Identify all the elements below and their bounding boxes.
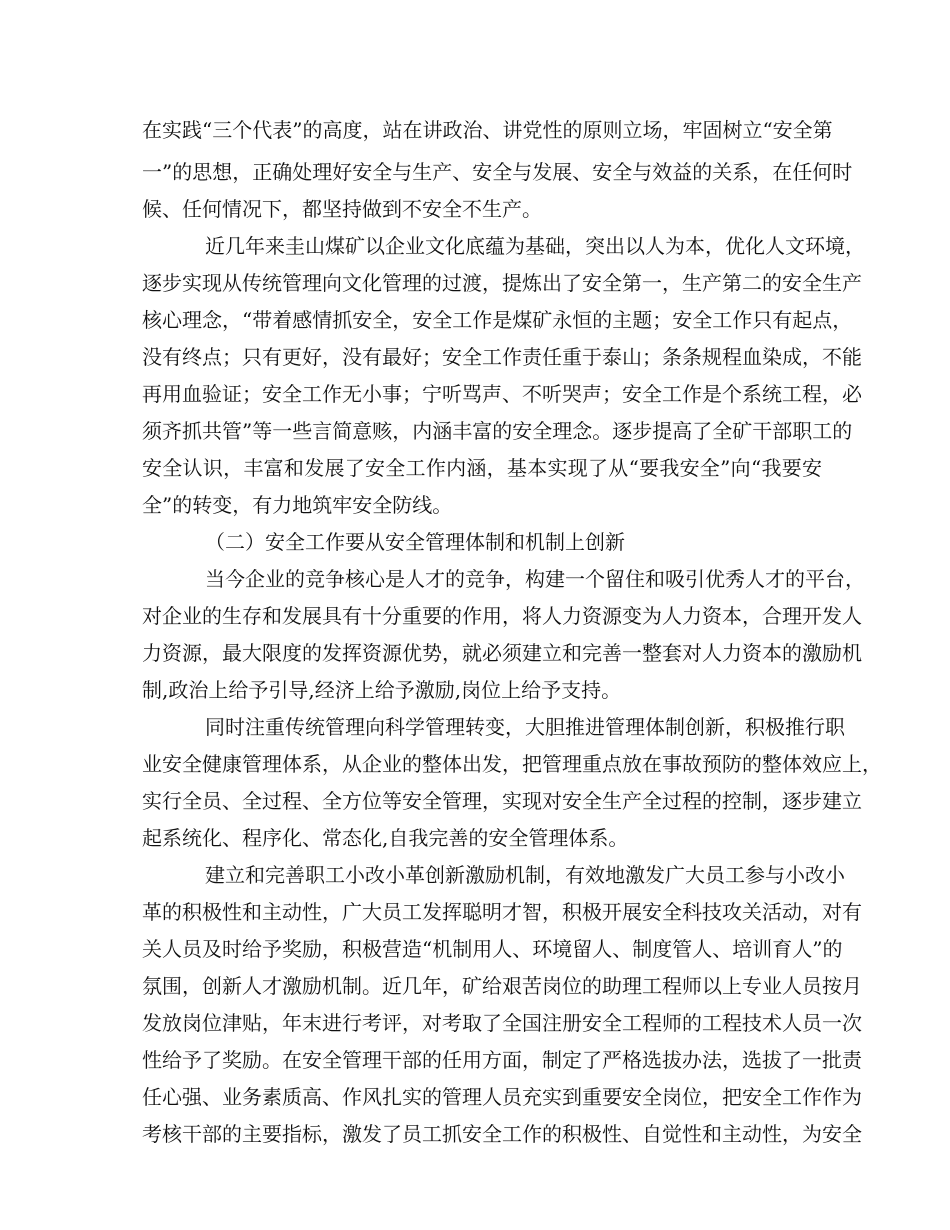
text-line: 任心强、业务素质高、作风扎实的管理人员充实到重要安全岗位，把安全工作作为 <box>142 1085 862 1109</box>
text-line: 核心理念，“带着感情抓安全，安全工作是煤矿永恒的主题；安全工作只有起点， <box>142 308 853 332</box>
text-line: 候、任何情况下，都坚持做到不安全不生产。 <box>142 197 542 221</box>
text-line: 安全认识，丰富和发展了安全工作内涵，基本实现了从“要我安全”向“我要安 <box>142 456 822 480</box>
text-line: 氛围，创新人才激励机制。近几年，矿给艰苦岗位的助理工程师以上专业人员按月 <box>142 974 862 998</box>
text-line: 建立和完善职工小改小革创新激励机制，有效地激发广大员工参与小改小 <box>205 863 845 887</box>
text-line: 制,政治上给予引导,经济上给予激励,岗位上给予支持。 <box>142 678 622 702</box>
text-line: 革的积极性和主动性，广大员工发挥聪明才智，积极开展安全科技攻关活动，对有 <box>142 900 862 924</box>
text-line: 业安全健康管理体系，从企业的整体出发，把管理重点放在事故预防的整体效应上， <box>142 752 882 776</box>
text-line: 没有终点；只有更好，没有最好；安全工作责任重于泰山；条条规程血染成，不能 <box>142 345 862 369</box>
text-line: 对企业的生存和发展具有十分重要的作用，将人力资源变为人力资本，合理开发人 <box>142 604 862 628</box>
text-line: 同时注重传统管理向科学管理转变，大胆推进管理体制创新，积极推行职 <box>205 715 845 739</box>
text-line: 实行全员、全过程、全方位等安全管理，实现对安全生产全过程的控制，逐步建立 <box>142 789 862 813</box>
text-line: 全”的转变，有力地筑牢安全防线。 <box>142 493 453 517</box>
text-line: 起系统化、程序化、常态化,自我完善的安全管理体系。 <box>142 826 629 850</box>
text-line: 近几年来圭山煤矿以企业文化底蕴为基础，突出以人为本，优化人文环境， <box>205 234 865 258</box>
text-line: 力资源，最大限度的发挥资源优势，就必须建立和完善一整套对人力资本的激励机 <box>142 641 862 665</box>
text-line: 性给予了奖励。在安全管理干部的任用方面，制定了严格选拔办法，选拔了一批责 <box>142 1048 862 1072</box>
text-line: 在实践“三个代表”的高度，站在讲政治、讲党性的原则立场，牢固树立“安全第 <box>142 118 833 142</box>
text-line: 考核干部的主要指标，激发了员工抓安全工作的积极性、自觉性和主动性，为安全 <box>142 1122 862 1146</box>
text-line: 关人员及时给予奖励，积极营造“机制用人、环境留人、制度管人、培训育人”的 <box>142 937 843 961</box>
section-heading: （二）安全工作要从安全管理体制和机制上创新 <box>205 530 625 554</box>
text-line: 当今企业的竞争核心是人才的竞争，构建一个留住和吸引优秀人才的平台， <box>205 567 865 591</box>
text-line: 须齐抓共管”等一些言简意赅，内涵丰富的安全理念。逐步提高了全矿干部职工的 <box>142 419 853 443</box>
text-line: 一”的思想，正确处理好安全与生产、安全与发展、安全与效益的关系，在任何时 <box>142 160 853 184</box>
text-line: 发放岗位津贴，年末进行考评，对考取了全国注册安全工程师的工程技术人员一次 <box>142 1011 862 1035</box>
text-line: 再用血验证；安全工作无小事；宁听骂声、不听哭声；安全工作是个系统工程，必 <box>142 382 862 406</box>
text-line: 逐步实现从传统管理向文化管理的过渡，提炼出了安全第一，生产第二的安全生产 <box>142 271 862 295</box>
